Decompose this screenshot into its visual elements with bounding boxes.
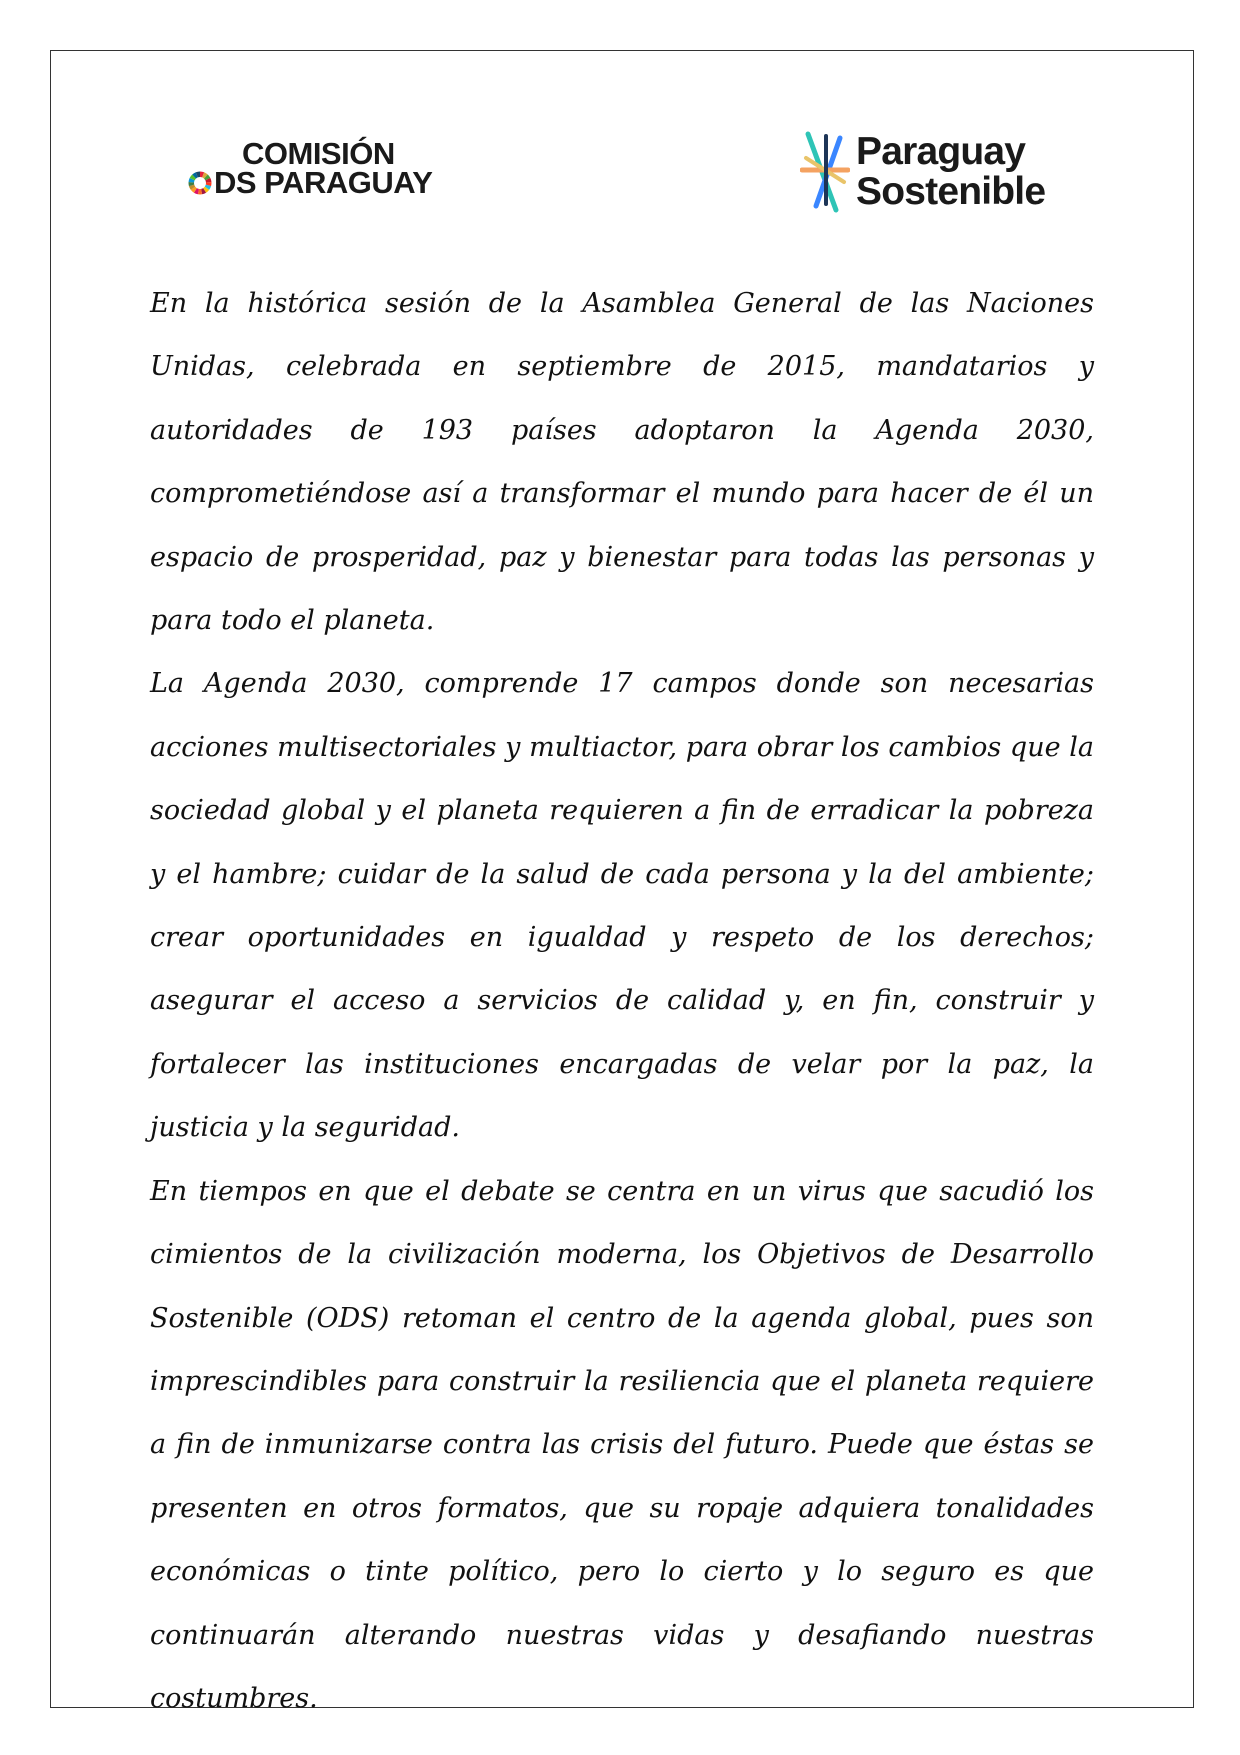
- paragraph-1: En la histórica sesión de la Asamblea General de las Naciones Unidas, celebrada en septiembre de 2015, mandatarios y autoridades de 193 países adoptaron la Agenda 2030, comprometiéndose así a transformar el mundo para hacer de él un espacio de prosperidad, paz y bienestar para todas las personas y para todo el planeta.: [150, 288, 1094, 637]
- paragraph-2: La Agenda 2030, comprende 17 campos donde son necesarias acciones multisectoriales y multiactor, para obrar los cambios que la sociedad global y el planeta requieren a fin de erradicar la pobreza y el hambre; cuidar de la salud de cada persona y la del ambiente; crear oportunidades en igualdad y respeto de los derechos; asegurar el acceso a servicios de calidad y, en fin, construir y fortalecer las instituciones encargadas de velar por la paz, la justicia y la seguridad.: [150, 668, 1094, 1144]
- paragraph-3: En tiempos en que el debate se centra en un virus que sacudió los cimientos de la civilización moderna, los Objetivos de Desarrollo Sostenible (ODS) retoman el centro de la agenda global, pues son imprescindibles para construir la resiliencia que el planeta requiere a fin de inmunizarse contra las crisis del futuro. Puede que éstas se presenten en otros formatos, que su ropaje adquiera tonalidades económicas o tinte político, pero lo cierto y lo seguro es que continuarán alterando nuestras vidas y desafiando nuestras costumbres.: [150, 1175, 1094, 1714]
- logo-right-words: [856, 132, 1045, 212]
- logo-left-line2-wrap: [188, 167, 432, 199]
- comision-ods-paraguay-logo: [188, 138, 478, 202]
- paraguay-sostenible-mark-icon: [800, 130, 850, 214]
- logo-left-line1: COMISIÓN: [242, 136, 395, 171]
- logo-left-line2: DS PARAGUAY: [214, 165, 433, 200]
- logo-right-line2: Sostenible: [856, 170, 1046, 213]
- document-body: [150, 272, 1094, 1730]
- paraguay-sostenible-logo: [800, 128, 1100, 216]
- sdg-wheel-icon: [188, 171, 212, 195]
- logo-right-line1: Paraguay: [856, 130, 1026, 173]
